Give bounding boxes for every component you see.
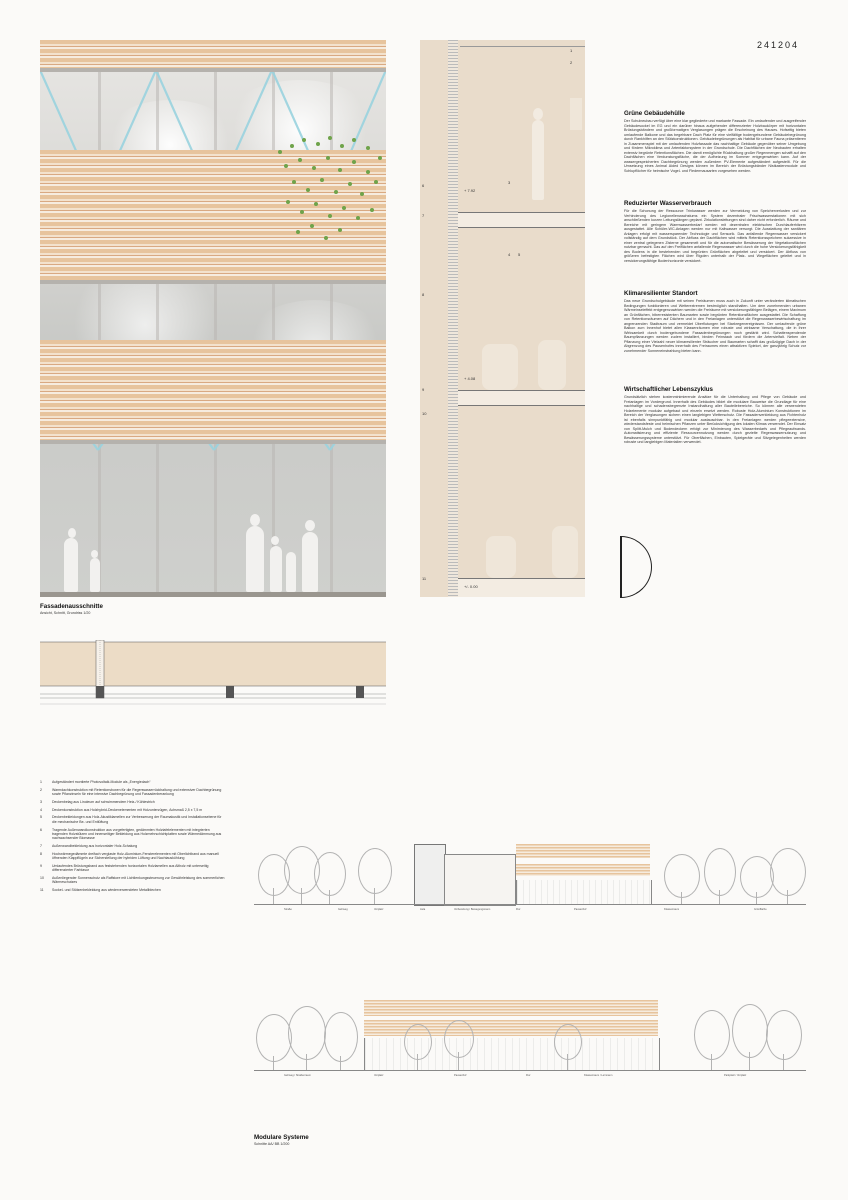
paragraph: Grundsätzlich stehen kostenminimierende Ansätze für die Unterhaltung und Pflege von Gebäude und Freianlagen im Vordergrund. Innerhalb des Gebäudes bildet die modulare Bauweise die Grundlage für eine nachhaltige und schadensbegrenzte Instandhaltung aller Bauteilebereiche. So können alle verwendeten Holzelemente modular aufgebaut und einzeln ersetzt werden. Robuste Holz-Aluminium Konstruktionen im Bereich der Verglasungen sichern einen langlebigen Wetterschutz. Die Fassadenverkleidung aus Fichtenholz ist ebenfalls sinnpunktfähig und modular austauschbar. In den Freianlagen werden pflegeextensive, wiederstandsfeste und heimischen Pflanzen unter Berücksichtigung des lokalen Klimas verwendet. Der Einsatz von Splitt-Mulch und Bodendeckern erfolgt zur Minimierung des Wasserbedarfs und Pflegeaufwands. Automatisierung und effiziente Ressourcennutzung werden durch gezielte Regenwassernutzung und Bewässerungssysteme unterstützt. Für Oberflächen, Einbauten, Spielgeräte und Sitzgelegenheiten werden robuste und langlebigen Materialien verwendet.: [624, 395, 806, 444]
legend-item: 1 Aufgeständert montierte Photovoltaik-Module als „Energiedach“: [40, 780, 151, 784]
seated-people-silhouettes: [538, 340, 566, 390]
section-label: 1: [570, 48, 573, 53]
floor-slab-edge: [40, 68, 386, 72]
level-mark-ground: +/- 0.00: [464, 584, 478, 589]
heading: Wirtschaftlicher Lebenszyklus: [624, 386, 714, 393]
section-letter-d: [620, 536, 652, 598]
person-silhouette: [532, 120, 544, 200]
bottom-caption: [254, 1134, 309, 1146]
text-gruene-gebaeudehuelle: [624, 110, 806, 173]
floor-slab-section: [458, 390, 585, 406]
section-label: 3: [508, 180, 511, 185]
seated-people-silhouettes: [552, 526, 578, 578]
section-label: 5: [518, 252, 521, 257]
legend-item: 11 Sockel- und Stützenbekleidung aus wiederverwendeten Metallblechen: [40, 888, 161, 893]
wood-louver-band: [40, 40, 386, 68]
ground-line: [40, 592, 386, 597]
section-label: 2: [570, 60, 573, 65]
caption-title: Modulare Systeme: [254, 1134, 309, 1141]
room-label: Flur: [516, 908, 521, 911]
floor-slab-edge: [40, 280, 386, 284]
seated-people-silhouettes: [482, 344, 518, 390]
section-label: 10: [422, 411, 427, 416]
legend-item: 5 Deckenbekleidungen aus Holz-Akustiklamellen zur Verbesserung der Raumakustik und Installationsebene für die mechanische Be- und Entlüftung: [40, 815, 222, 824]
text-wirtschaftlicher-lebenszyklus: [624, 386, 806, 445]
room-label: Gehweg: [338, 908, 348, 911]
heading: Klimaresilienter Standort: [624, 290, 698, 297]
paragraph: Für die Schonung der Ressource Trinkwasser werden zur Vermeidung von Speicherverlusten und zur Verhinderung des Legionellenwachstums ein System dezentraler Frischwasserstationen mit sich anschließenden kurzen Leitungslängen geplant. Zirkulationsleitungen sind daher nicht erforderlich. Räume und Bereiche mit geringem Warmwasserbedarf werden mit dezentralen elektrischen Durchlauferhitzern ausgestattet. Alle Schüler-WC-Anlagen werden nur mit Kaltwasser versorgt. Die Ausstattung der sanitären Anlagen erfolgt mit wassersparender Technologie und Sensorik. Das anfallende Regenwasser versickert vollständig auf dem Grundstück. Der Abfluss der Dachflächen wird mittels Retentionsspeichern sukzessive in einer zentral gelegenen Zisterne gesammelt und für die automatische Bewässerung der Vegetationsflächen nutzbar gemacht. Das auf den Freiflächen anfallende Regenwasser wird durch die hohe Versickerungsfähigkeit des Bodens in die bestehenden und begrünten Grünflächen abgeleitet und versickert. Der Abfluss von größeren befestigten Flächen wird über Rigolen unterhalb der Platz- und Wegeflächen geleitet und in versickerungsfähige Bodenhorizonte versickert.: [624, 209, 806, 263]
room-label: Vorbereitung / Bewegungsraum: [454, 908, 491, 911]
level-mark-upper: + 7.92: [464, 188, 476, 193]
building-section-bb: [254, 970, 806, 1080]
room-label: Grünfläche: [754, 908, 767, 911]
heading: Grüne Gebäudehülle: [624, 110, 685, 117]
caption-subtitle: Ansicht, Schnitt, Grundriss 1/20: [40, 611, 91, 615]
room-label: Pausenhof: [574, 908, 587, 911]
section-label: 6: [422, 183, 425, 188]
section-label: 4: [508, 252, 511, 257]
building-wing-section: [414, 844, 446, 906]
facade-section: [420, 40, 585, 597]
building-section-aa: [254, 818, 806, 918]
wood-louver-band: [516, 844, 650, 858]
wall-section-column: [448, 40, 458, 597]
level-mark-middle: + 4.08: [464, 376, 476, 381]
room-label: Klassenraum / Lernraum: [584, 1074, 613, 1077]
floor-slab-section: [458, 212, 585, 228]
section-label: 8: [422, 292, 425, 297]
room-label: Aula: [420, 908, 426, 911]
room-label: Klassenraum: [664, 908, 680, 911]
bracing-diagonals: [40, 40, 386, 597]
legend-item: 4 Deckenkonstruktion aus Holzhybrid-Deckenelementen mit Holzunterzügen, Achsmaß 2,5 x 7,5 m: [40, 807, 203, 812]
legend-item: 7 Außenwandbekleidung aus horizontaler Holz-Schalung: [40, 843, 138, 848]
legend-item: 6 Tragende Außenwandkonstruktion aus vorgefertigten, gedämmten Holztafelelementen mit integrierten tragenden Holzstützen und innenseitiger Bekleidung aus Holzmehrschichtplatten sowie Wärmedämmung aus nachwachsender Biomasse: [40, 827, 222, 841]
heading: Reduzierter Wasserverbrauch: [624, 200, 712, 207]
ground-line: [254, 1070, 806, 1071]
paragraph: Der Schulneubau verfügt über eine klar gegliederte und markante Fassade. Ein umlaufender und ausgreifender Gebäudesockel im EG und ein darüber hinaus aufgehender differenzierter Holzbaukörper mit horizontalen Brüstungsbändern und großformatigen Verglasungen prägen die Erscheinung des Hauses. Hofseitig bieten umlaufende Balkone und das begehbare Dach Platz für eine vielfältige bodengebundene Gebäudebegrünung durch Rankhilfen an den Stützkonstruktionen. Gebäudebegrünungen als Habitat für urbane Fauna präsentieren in Zusammenspiel mit der umlaufenden Holzfassade das nachhaltige Gebäude gegenüber seiner Umgebung und fördern Mikroklima und Artenfaktorsystem in der Grundschule. Die Dachflächen der Neubauten erhalten extensiv begrünte Retentionsflächen. Die damit ermöglichte Rückhaltung großer Regenmengen schafft auf den Dachflächen eine Verdunstungsfläche, die der Aufheizung im Sommer entgegenwirken kann. Auf der wassergespeicherten Dachbegrünung werden außerdem PV-Elemente aufgeständert aufgestellt. Für die Umsetzung eines Animal Aided Designs können im Bereich der Brüstungsbänder Nistkastenmodule und Schlupflöcher für heimische Vogel- und Fledermausarten vorgesehen werden.: [624, 119, 806, 173]
ground-line: [254, 904, 806, 905]
text-klimaresilienter-standort: [624, 290, 806, 353]
legend-list: [40, 780, 225, 896]
building-hall-section: [444, 854, 516, 906]
room-label: Parkplatz / Vorplatz: [724, 1074, 747, 1077]
legend-item: 10 Außenliegender Sonnenschutz als Raffstore mit Lichtlenkungssteuerung zur Gewährleistung des sommerlichen Wärmeschutzes: [40, 875, 225, 885]
room-label: Flur: [526, 1074, 531, 1077]
facade-elevation: [40, 40, 386, 597]
room-label: Straße: [284, 908, 292, 911]
caption-subtitle: Schnitte AA/ BB 1/200: [254, 1142, 290, 1146]
caption-title: Fassadenausschnitte: [40, 603, 103, 610]
facade-glazing: [516, 880, 652, 904]
project-number: 241204: [757, 40, 800, 50]
room-label: Vorplatz: [374, 1074, 384, 1077]
paragraph: Das neue Grundschulgebäude mit seinen Freiräumen muss auch in Zukunft unter veränderten klimatischen Bedingungen funktionieren und Wetterextremen bestmöglich standhalten. Um dem zunehmenden urbanen Wärmeinseleffekt entgegenzuwirken werden die Freiräume mit versickerungsfähigen Belägen, einem Maximum an Grünflächen, biberresistenten Baumarten sowie begrünten Retentionsflächen ausgestattet. Die Schaffung von Retentionsräumen auf Dächern und in den Freianlagen unterstützt die Regenwasserbewirtschaftung im angrenzenden Stadtraum und vermeidet Überflutungen bei Starkregenereignissen. Der umlaufende grüne Balkon zum Innenhof bietet allen Klassenräumen eine robuste und wirksame Verschattung, die in ihrer Wirksamkeit durch bodengebundene Fassadenbegrünungen noch gestärkt wird. Schattenspendende Baumpflanzungen werden zudem installiert, binden Feinstaub und fördern die Artenvielfalt. Neben der Pflanzung einer Vielzahl neuer klimaresilienter Sträucher und Baumarten schafft das großzügige Dach in der Abgrenzung des Pausenhofes innerhalb des Freiraumes einen attraktiven Spielort, der ganzjährig Schutz vor zunehmender Sonneneinstrahlung bieten kann.: [624, 299, 806, 353]
floor-slab-edge: [40, 440, 386, 444]
section-label: 9: [422, 387, 425, 392]
wood-louver-band: [516, 864, 650, 876]
room-label: Gehweg / Straßenraum: [284, 1074, 311, 1077]
facade-caption: [40, 603, 103, 615]
legend-item: 2 Warmdachkonstruktion mit Retentionsboxen für die Regenwasserrückhaltung und extensiver Dachbegrünung sowie Pflanzinseln für eine intensive Dachbegrünung und Fassadenberankung: [40, 787, 222, 797]
person-silhouette: [533, 108, 543, 120]
text-reduzierter-wasserverbrauch: [624, 200, 806, 263]
section-label: 7: [422, 213, 425, 218]
floor-plan-detail: [40, 640, 386, 712]
wood-louver-band: [364, 1000, 658, 1016]
wall-element: [570, 98, 582, 130]
wood-louver-band: [40, 340, 386, 440]
room-label: Vorplatz: [374, 908, 384, 911]
section-label: 11: [422, 576, 427, 581]
legend-item: 9 Umlaufendes Brüstungsband aus feststehenden horizontalen Holzlamellen aus Altholz mit unterseitig differenzierter Farblasur: [40, 863, 209, 873]
legend-item: 8 Hochwärmegedämmte dreifach verglaste Holz-Aluminium-Fensterelementen mit Oberlichtband aus manuell öffnenden Klappflügeln zur Sicherstellung der hybriden Lüftung und Nachtauskühlung: [40, 851, 219, 861]
room-label: Pausenhof: [454, 1074, 467, 1077]
legend-item: 3 Deckenbelag aus Linoleum auf schwimmendem Heiz-/ Kühlestrich: [40, 799, 155, 804]
wood-louver-band: [40, 150, 386, 280]
seated-people-silhouettes: [486, 536, 516, 578]
